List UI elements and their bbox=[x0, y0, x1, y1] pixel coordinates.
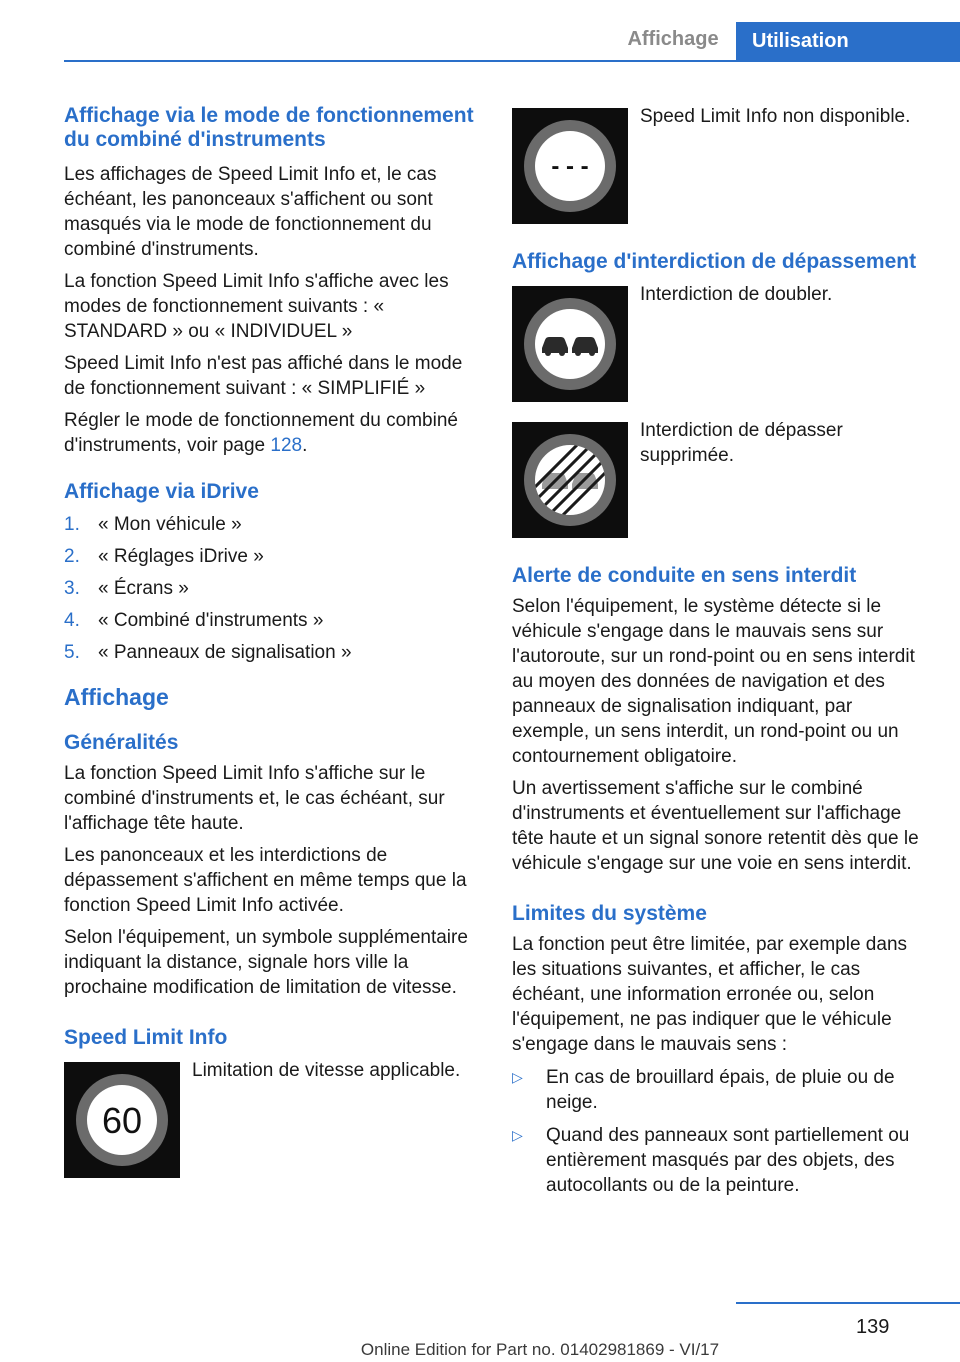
heading-affichage: Affichage bbox=[64, 684, 169, 710]
heading-speed-limit-info: Speed Limit Info bbox=[64, 1026, 228, 1049]
paragraph-mode-4-end: . bbox=[302, 435, 308, 456]
bullet-triangle-icon: ▷ bbox=[512, 1069, 523, 1085]
page-number: 139 bbox=[856, 1316, 890, 1338]
list-item bbox=[64, 512, 484, 537]
step-number: 5. bbox=[64, 642, 80, 663]
list-item bbox=[64, 544, 484, 569]
sign-row-not-available bbox=[512, 104, 932, 224]
no-overtaking-sign-icon bbox=[512, 286, 628, 402]
sign-caption-end-overtaking: Interdiction de dépasser supprimée. bbox=[640, 420, 843, 466]
paragraph-wrong-way-2: Un avertissement s'affiche sur le combiné d'instruments et éventuellement sur l'affichage tête haute et un signal sonore retentit dès que le véhicule s'engage sur une voie en sens interdit. bbox=[512, 778, 919, 874]
step-text: « Réglages iDrive » bbox=[98, 546, 264, 567]
speed-limit-60-sign-icon bbox=[64, 1062, 180, 1178]
unavailable-dashes-label: - - - bbox=[551, 153, 589, 180]
paragraph-general-3: Selon l'équipement, un symbole supplémentaire indiquant la distance, signale hors ville la prochaine modification de limitation de vitesse. bbox=[64, 927, 468, 998]
paragraph-mode-3: Speed Limit Info n'est pas affiché dans le mode de fonctionnement suivant : « SIMPLIFIÉ » bbox=[64, 353, 463, 399]
step-number: 1. bbox=[64, 514, 80, 535]
sign-row-speed-limit bbox=[64, 1058, 484, 1178]
sign-caption-speed-limit: Limitation de vitesse applicable. bbox=[192, 1060, 461, 1081]
paragraph-mode-2: La fonction Speed Limit Info s'affiche avec les modes de fonctionnement suivants : « STANDARD » ou « INDIVIDUEL » bbox=[64, 271, 449, 342]
sign-row-no-overtaking bbox=[512, 282, 932, 402]
list-item bbox=[512, 1123, 932, 1198]
heading-wrong-way: Alerte de conduite en sens interdit bbox=[512, 564, 857, 587]
paragraph-general-2: Les panonceaux et les interdictions de dépassement s'affichent en même temps que la fonction Speed Limit Info activée. bbox=[64, 845, 467, 916]
speed-limit-unavailable-sign-icon bbox=[512, 108, 628, 224]
footer-rule bbox=[736, 1302, 960, 1304]
header-section: Affichage bbox=[627, 28, 719, 50]
list-item bbox=[64, 608, 484, 633]
step-number: 4. bbox=[64, 610, 80, 631]
heading-idrive: Affichage via iDrive bbox=[64, 480, 259, 503]
bullet-text: Quand des panneaux sont partiellement ou entièrement masqués par des objets, des autocollants ou de la peinture. bbox=[546, 1125, 910, 1196]
step-number: 2. bbox=[64, 546, 80, 567]
list-item bbox=[512, 1065, 932, 1115]
paragraph-limits: La fonction peut être limitée, par exemple dans les situations suivantes, et afficher, le cas échéant, une information erronée ou, selon l'équipement, ne pas indiquer que le véhicule s'engage dans le mauvais sens : bbox=[512, 934, 908, 1055]
list-item bbox=[64, 576, 484, 601]
step-text: « Combiné d'instruments » bbox=[98, 610, 324, 631]
step-text: « Écrans » bbox=[98, 578, 189, 599]
paragraph-mode-4-text: Régler le mode de fonctionnement du combiné d'instruments, voir page bbox=[64, 410, 458, 456]
left-column bbox=[64, 104, 484, 1178]
heading-mode: Affichage via le mode de fonctionnement du combiné d'instruments bbox=[64, 104, 474, 151]
paragraph-mode-4 bbox=[64, 408, 484, 458]
header-chapter-tab: Utilisation bbox=[736, 22, 960, 62]
sign-caption-not-available: Speed Limit Info non disponible. bbox=[640, 106, 911, 127]
paragraph-mode-1: Les affichages de Speed Limit Info et, le cas échéant, les panonceaux s'affichent ou sont masqués via le mode de fonctionnement du combiné d'instruments. bbox=[64, 164, 437, 260]
heading-generalites: Généralités bbox=[64, 731, 179, 754]
bullet-text: En cas de brouillard épais, de pluie ou de neige. bbox=[546, 1067, 895, 1113]
step-number: 3. bbox=[64, 578, 80, 599]
end-no-overtaking-sign-icon bbox=[512, 422, 628, 538]
step-text: « Panneaux de signalisation » bbox=[98, 642, 352, 663]
heading-overtaking: Affichage d'interdiction de dépassement bbox=[512, 250, 917, 273]
list-item bbox=[64, 640, 484, 665]
bullet-triangle-icon: ▷ bbox=[512, 1127, 523, 1143]
idrive-steps bbox=[64, 512, 484, 665]
page-link[interactable]: 128 bbox=[270, 435, 303, 456]
sign-row-end-overtaking bbox=[512, 418, 932, 538]
step-text: « Mon véhicule » bbox=[98, 514, 242, 535]
paragraph-general-1: La fonction Speed Limit Info s'affiche sur le combiné d'instruments et, le cas échéant, sur l'affichage tête haute. bbox=[64, 763, 445, 834]
edition-footer: Online Edition for Part no. 01402981869 - VI/17 bbox=[360, 1340, 720, 1359]
right-column bbox=[512, 104, 932, 1206]
speed-value-label: 60 bbox=[101, 1100, 143, 1141]
paragraph-wrong-way-1: Selon l'équipement, le système détecte si le véhicule s'engage dans le mauvais sens sur l'autoroute, sur un rond-point ou en sens interdit au moyen des données de navigation et des panneaux de signalisation indiquant, par exemple, un sens interdit, un rond-point ou un contournement obligatoire. bbox=[512, 596, 915, 767]
heading-system-limits: Limites du système bbox=[512, 902, 707, 925]
limits-list bbox=[512, 1065, 932, 1198]
sign-caption-no-overtaking: Interdiction de doubler. bbox=[640, 284, 833, 305]
